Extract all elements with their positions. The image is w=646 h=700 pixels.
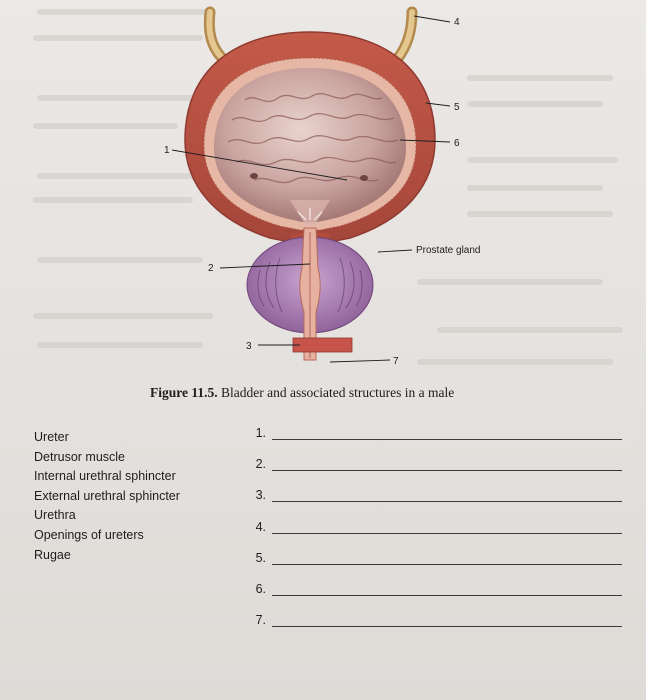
- external-urethral-sphincter: [293, 338, 352, 352]
- term-item: Internal urethral sphincter: [34, 469, 176, 484]
- term-item: Ureter: [34, 430, 69, 444]
- ureter-opening-left: [250, 173, 258, 179]
- figure-caption-label: Figure 11.5.: [150, 385, 218, 400]
- answer-blank-3[interactable]: [272, 501, 622, 502]
- callout-4: 4: [454, 17, 460, 28]
- ureter-opening-right: [360, 175, 368, 181]
- answer-blank-2[interactable]: [272, 470, 622, 471]
- term-item: Rugae: [34, 547, 71, 562]
- answer-blank-1[interactable]: [272, 439, 622, 440]
- svg-text:©: ©: [408, 204, 416, 211]
- answer-number: 5.: [255, 550, 266, 565]
- ureter-left: [209, 12, 222, 58]
- answer-blank-5[interactable]: [272, 564, 622, 565]
- term-item: Detrusor muscle: [34, 449, 125, 464]
- bladder-lumen: [214, 68, 406, 222]
- answer-number: 2.: [255, 457, 266, 472]
- term-item: Openings of ureters: [34, 527, 144, 542]
- answer-number: 6.: [255, 581, 266, 596]
- callout-7: 7: [393, 356, 399, 367]
- answer-number: 7.: [255, 613, 266, 628]
- figure-caption: [150, 385, 454, 401]
- answer-blank-7[interactable]: [272, 626, 622, 627]
- answer-blank-6[interactable]: [272, 595, 622, 596]
- answer-number: 3.: [255, 488, 266, 503]
- callout-5: 5: [454, 102, 460, 113]
- term-list: [34, 428, 180, 565]
- term-item: Urethra: [34, 508, 76, 523]
- callout-2: 2: [208, 263, 214, 274]
- callout-prostate-gland: Prostate gland: [416, 245, 481, 256]
- answer-number: 1.: [255, 426, 266, 440]
- callout-1: 1: [164, 145, 170, 156]
- figure-caption-text: Bladder and associated structures in a male: [221, 385, 455, 400]
- callout-3: 3: [246, 341, 252, 352]
- answer-blank-4[interactable]: [272, 533, 622, 534]
- bladder-diagram: [150, 0, 520, 375]
- callout-6: 6: [454, 138, 460, 149]
- term-item: External urethral sphincter: [34, 488, 180, 503]
- ureter-right: [398, 12, 412, 58]
- answer-number: 4.: [255, 519, 266, 534]
